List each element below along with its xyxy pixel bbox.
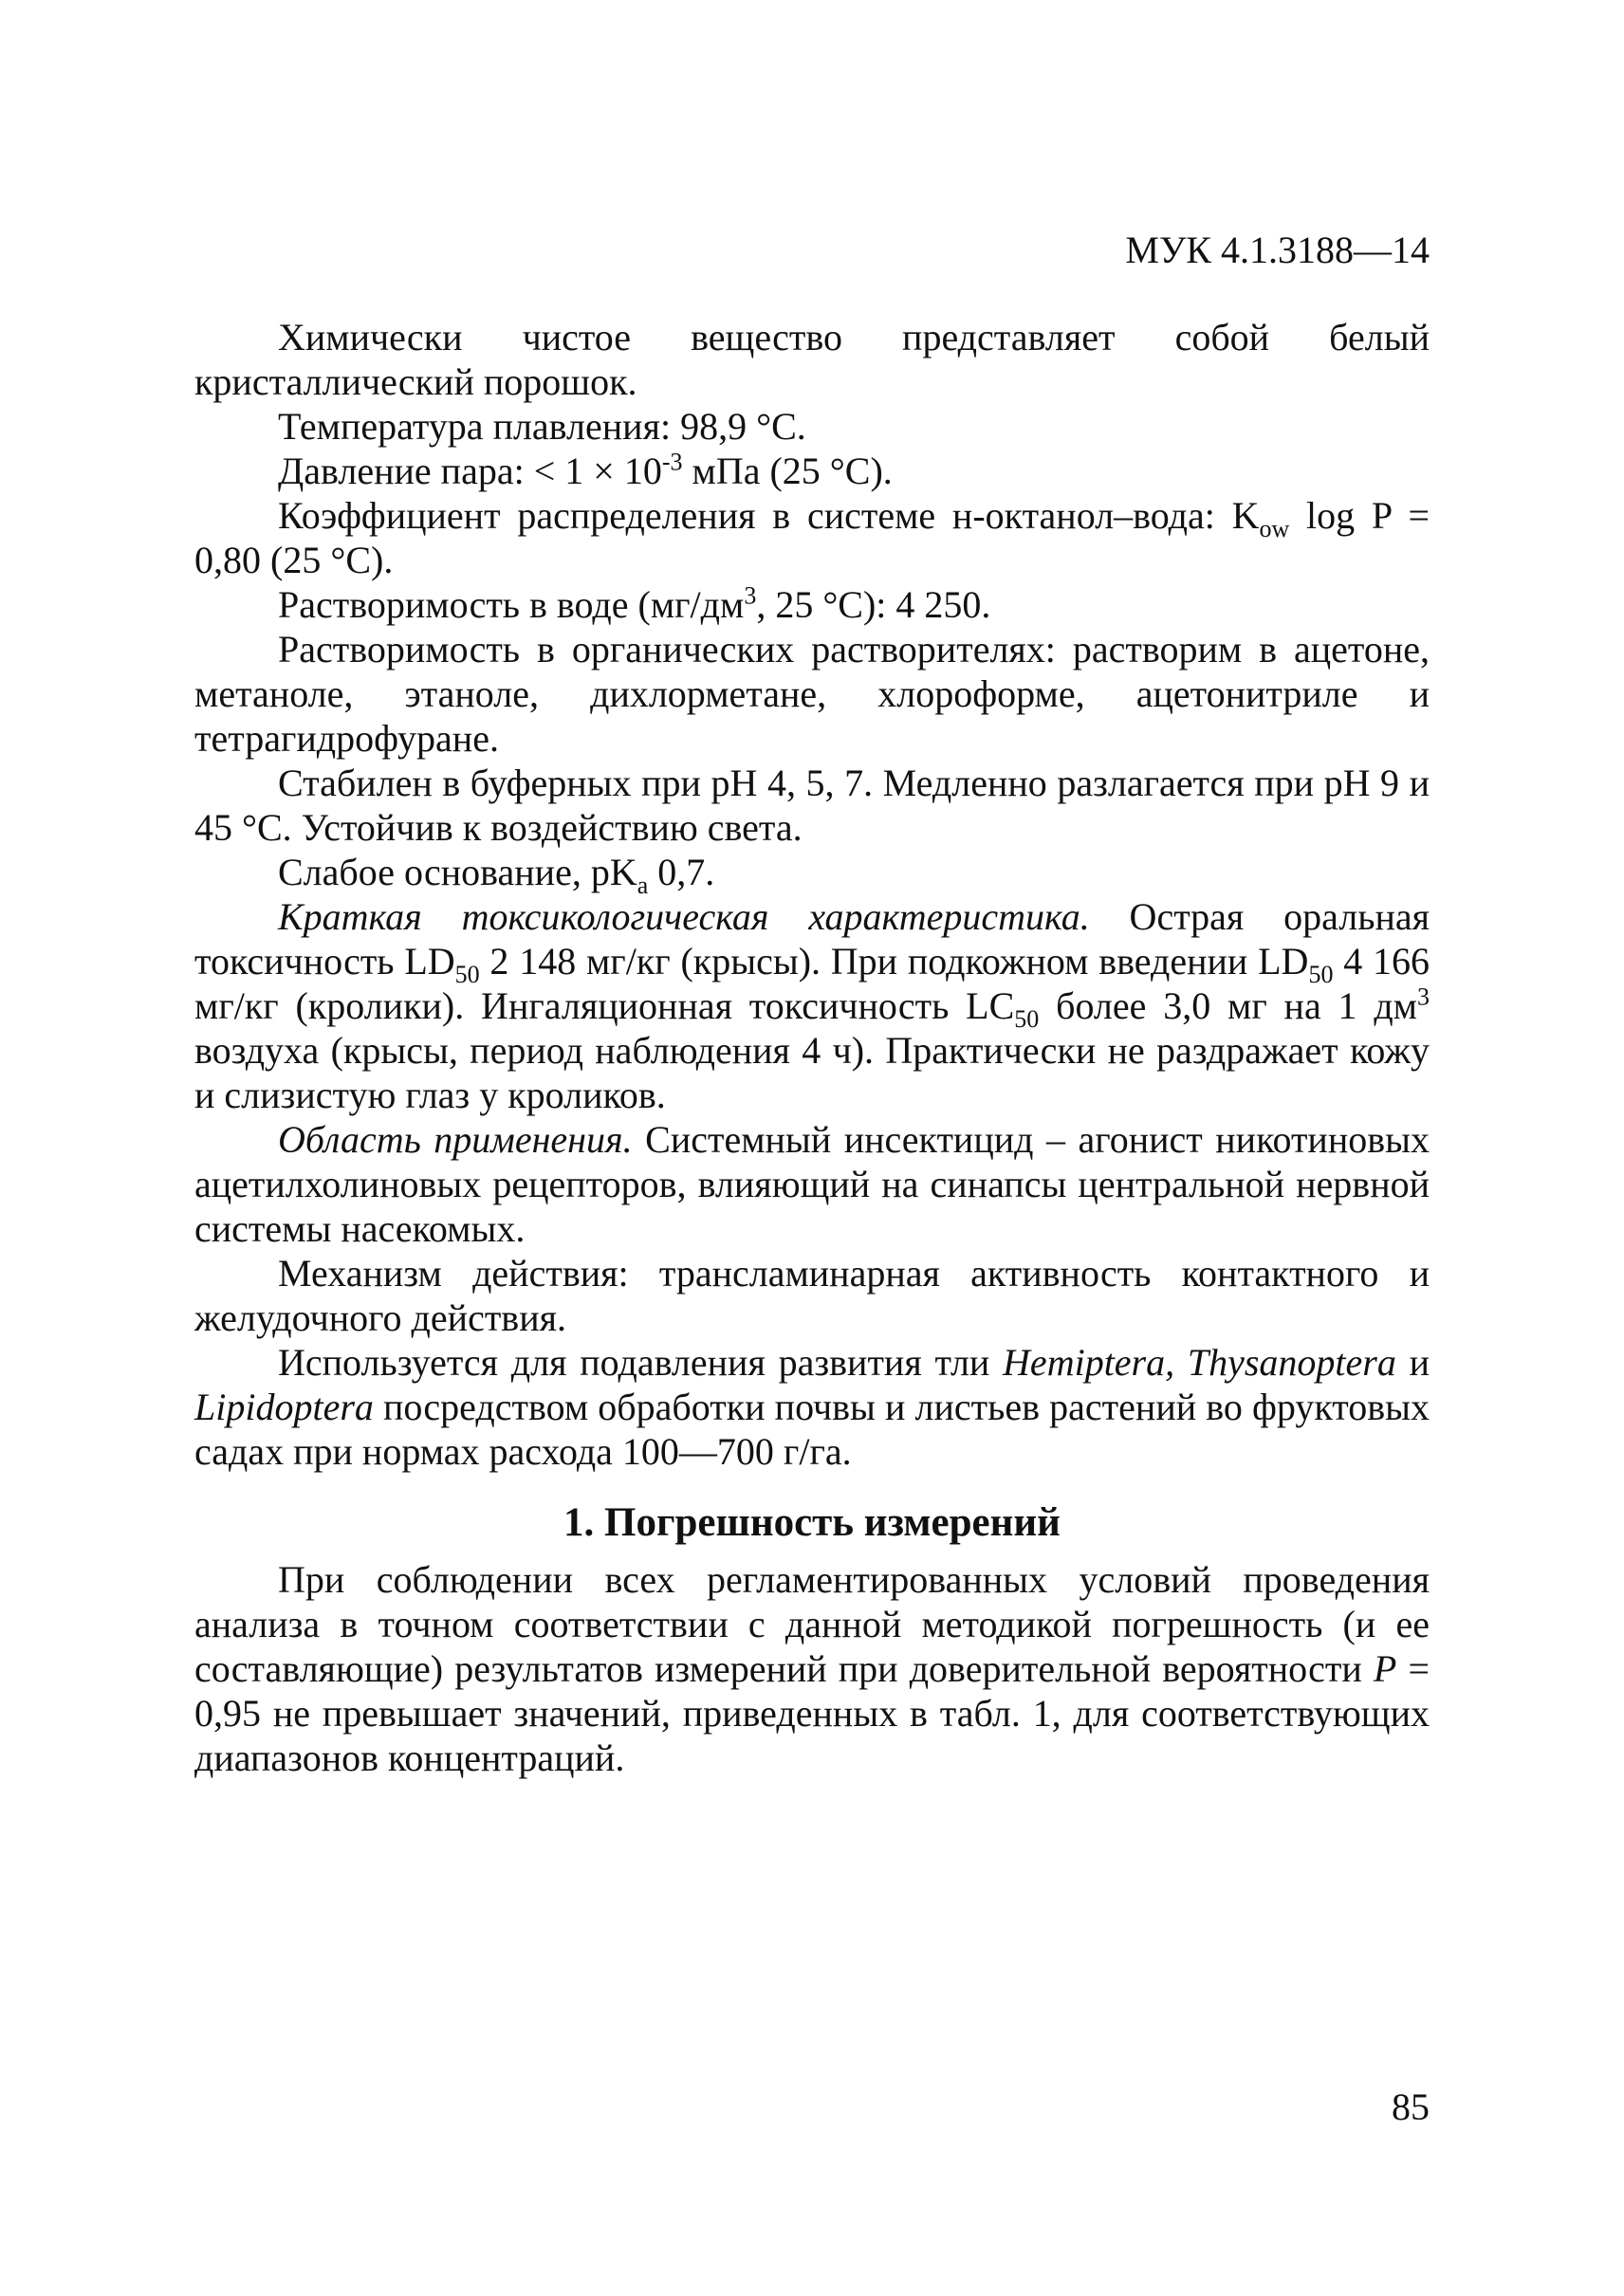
- paragraph-toxicology: Краткая токсикологическая характеристика. Острая оральная токсичность $LD_{50}$ 2 148 мг/кг (крысы). При подкожном введении $LD_{50}$ 4 166 мг/кг (кролики). Ингаляционная токсичность $LC_{50}$ более 3,0 мг на 1 $дм^3$ воздуха (крысы, период наблюдения 4 ч). Практически не раздражает кожу и слизистую глаз у кроликов.: [194, 895, 1430, 1116]
- paragraph-mechanism: Механизм действия: трансламинарная активность контактного и желудочного действия.: [194, 1252, 1430, 1339]
- page-number: 85: [1392, 2085, 1430, 2128]
- paragraph-stability: Стабилен в буферных при pH 4, 5, 7. Медленно разлагается при pH 9 и 45 °С. Устойчив к воздействию света.: [194, 762, 1430, 849]
- paragraph-partition-coefficient: Коэффициент распределения в системе н-октанол–вода: $K_{ow}$ log P = 0,80 (25 °С).: [194, 494, 1430, 581]
- paragraph-water-solubility: Растворимость в воде ($мг/дм^3$, 25 °С): 4 250.: [278, 581, 991, 626]
- paragraph-usage: Используется для подавления развития тли Hemiptera, Thysanoptera и Lipidoptera посредством обработки почвы и листьев растений во фруктовых садах при нормах расхода 100—700 г/га.: [194, 1341, 1430, 1473]
- paragraph-vapor-pressure: Давление пара: < $1 \times 10^{-3}$ мПа (25 °С).: [278, 448, 893, 492]
- paragraph-appearance: Химически чистое вещество представляет собой белый кристаллический порошок.: [194, 316, 1430, 403]
- section-title: 1. Погрешность измерений: [563, 1500, 1061, 1545]
- paragraph-measurement-error: При соблюдении всех регламентированных условий проведения анализа в точном соответствии с данной методикой погрешность (и ее составляющие) результатов измерений при доверительной вероятности P = 0,95 не превышает значений, приведенных в табл. 1, для соответствующих диапазонов концентраций.: [194, 1558, 1430, 1779]
- paragraph-organic-solubility: Растворимость в органических растворителях: растворим в ацетоне, метаноле, этаноле, дихлорметане, хлороформе, ацетонитриле и тетрагидрофуране.: [194, 628, 1430, 760]
- body-text: [194, 315, 1430, 1780]
- paragraph-application: Область применения. Системный инсектицид – агонист никотиновых ацетилхолиновых рецепторов, влияющий на синапсы центральной нервной системы насекомых.: [194, 1118, 1430, 1250]
- document-code: МУК 4.1.3188—14: [1125, 229, 1430, 271]
- paragraph-pka: Слабое основание, $pK_a$ 0,7.: [278, 851, 715, 899]
- paragraph-melting-point: Температура плавления: 98,9 °С.: [278, 405, 806, 448]
